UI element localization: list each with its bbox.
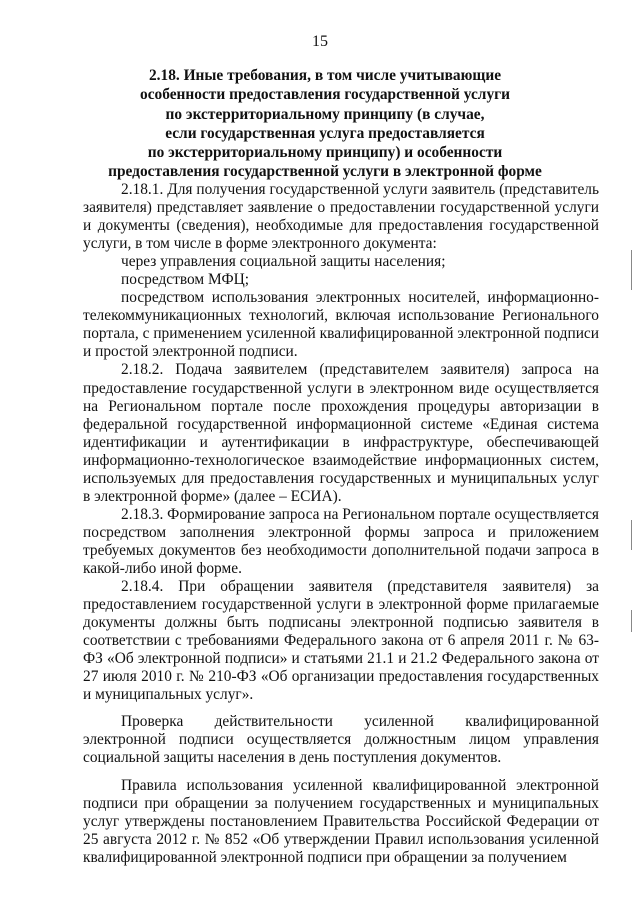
paragraph-2-18-2: 2.18.2. Подача заявителем (представителем заявителя) запроса на предоставление государственной услуги в электронном виде осуществляется на Региональном портале после прохождения процедуры авторизации в федеральной государственной информационной системе «Единая система идентификации и аутентификации в инфраструктуре, обеспечивающей информационно-технологическое взаимодействие информационных систем, используемых для предоставления государственных и муниципальных услуг в электронной форме» (далее – ЕСИА). [83, 361, 599, 505]
paragraph-2-18-3: 2.18.3. Формирование запроса на Региональном портале осуществляется посредством заполнения электронной формы запроса и приложением требуемых документов без необходимости дополнительной подачи запроса в какой-либо иной форме. [83, 505, 599, 577]
list-item-mfc: посредством МФЦ; [121, 271, 250, 289]
heading-line: если государственная услуга предоставляется [165, 124, 485, 142]
section-heading [100, 66, 550, 182]
page-number: 15 [312, 33, 328, 50]
heading-line: предоставления государственной услуги в электронной форме [108, 163, 542, 181]
heading-line: по экстерриториальному принципу) и особенности [147, 144, 503, 162]
paragraph-signature-rules: Правила использования усиленной квалифицированной электронной подписи при обращении за получением государственных и муниципальных услуг утверждены постановлением Правительства Российской Федерации от 25 августа 2012 г. № 852 «Об утверждении Правил использования усиленной квалифицированной электронной подписи при обращении за получением [83, 776, 599, 866]
document-body [83, 181, 599, 867]
paragraph-2-18-1: 2.18.1. Для получения государственной услуги заявитель (представитель заявителя) представляет заявление о предоставлении государственной услуги и документы (сведения), необходимые для предоставления государственной услуги, в том числе в форме электронного документа: [83, 181, 599, 253]
list-item-social-protection: через управления социальной защиты населения; [121, 253, 446, 271]
scan-edge-mark [631, 250, 632, 290]
scan-edge-mark [631, 610, 632, 632]
paragraph-2-18-4: 2.18.4. При обращении заявителя (представителя заявителя) за предоставлением государственной услуги в электронной форме прилагаемые документы должны быть подписаны электронной подписью заявителя в соответствии с требованиями Федерального закона от 6 апреля 2011 г. № 63-ФЗ «Об электронной подписи» и статьями 21.1 и 21.2 Федерального закона от 27 июля 2010 г. № 210-ФЗ «Об организации предоставления государственных и муниципальных услуг». [83, 578, 599, 704]
paragraph-signature-check: Проверка действительности усиленной квалифицированной электронной подписи осуществляется должностным лицом управления социальной защиты населения в день поступления документов. [83, 713, 599, 767]
scan-edge-mark [631, 520, 632, 550]
heading-line: особенности предоставления государственной услуги [140, 86, 510, 104]
heading-line: 2.18. Иные требования, в том числе учитывающие [148, 67, 502, 84]
list-item-electronic-media: посредством использования электронных носителей, информационно-телекоммуникационных технологий, включая использование Регионального портала, с применением усиленной квалифицированной электронной подписи и простой электронной подписи. [83, 289, 599, 361]
heading-line: по экстерриториальному принципу (в случае, [165, 105, 485, 123]
